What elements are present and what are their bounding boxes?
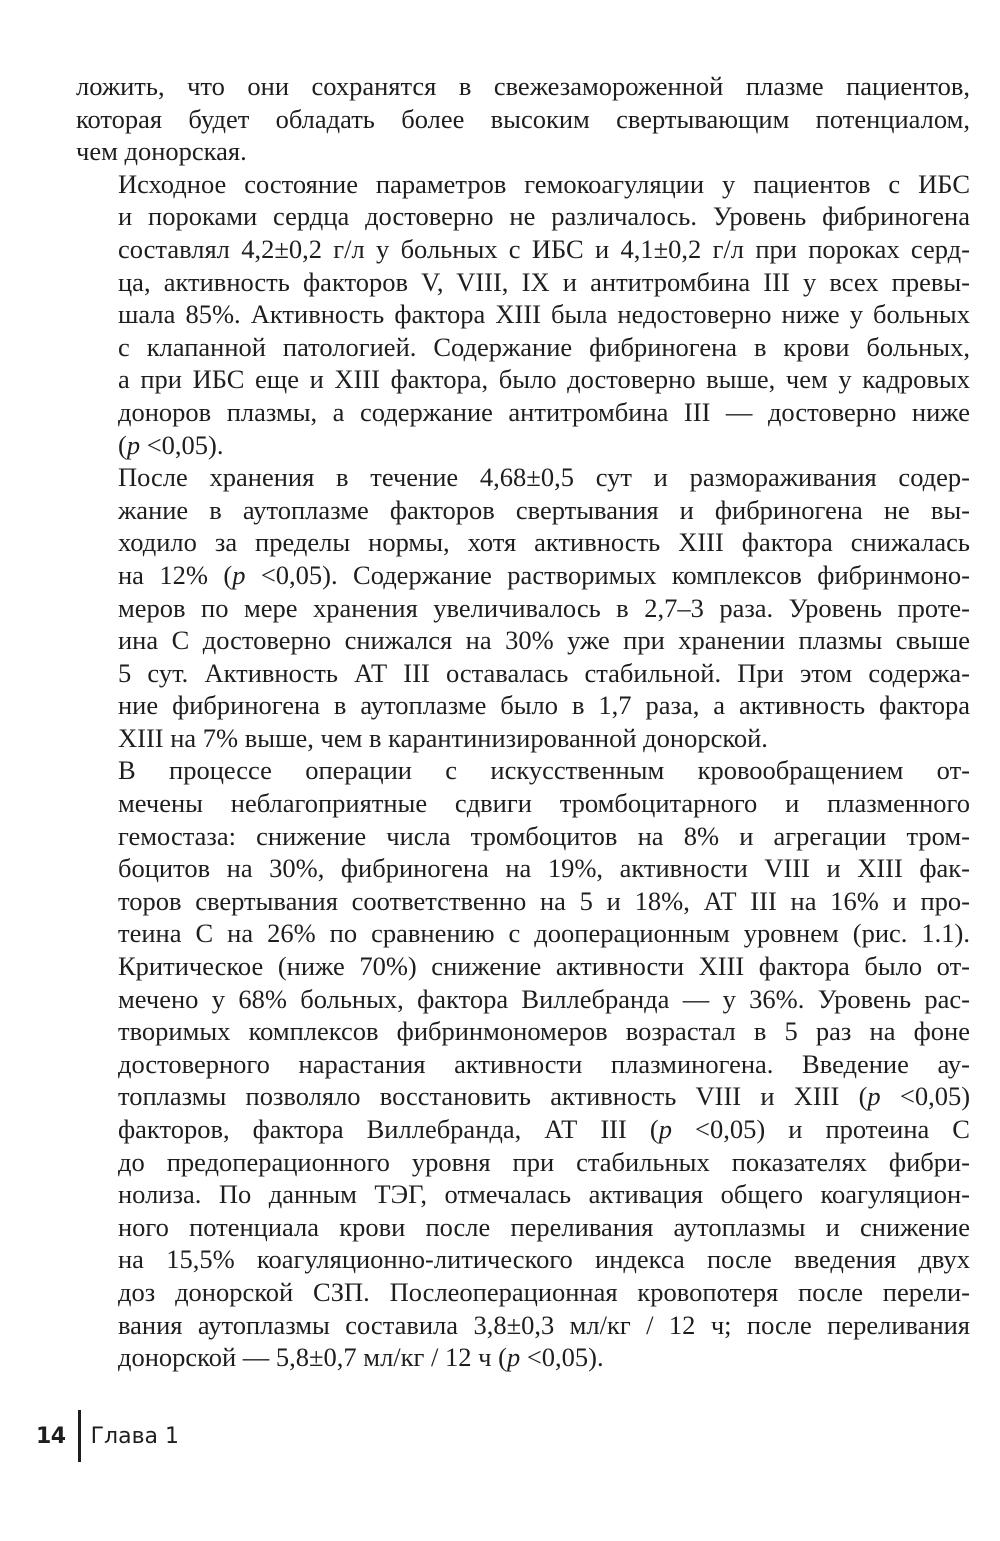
footer-divider xyxy=(78,1410,81,1462)
paragraph-3 xyxy=(76,461,970,754)
text-line: чем донорская. xyxy=(76,136,247,167)
text-line: XIII на 7% выше, чем в карантинизированной донорской. xyxy=(118,722,768,753)
text-line: мечено у 68% больных, фактора Виллебранда — у 36%. Уровень рас- xyxy=(118,983,970,1014)
text-line: вания аутоплазмы составила 3,8±0,3 мл/кг / 12 ч; после переливания xyxy=(118,1309,970,1340)
text-line: В процессе операции с искусственным кровообращением от- xyxy=(118,755,970,786)
text-line: ца, активность факторов V, VIII, IX и антитромбина III у всех превы- xyxy=(118,266,970,297)
text-line: 5 сут. Активность АТ III оставалась стабильной. При этом содержа- xyxy=(118,657,970,688)
paragraph-4 xyxy=(76,754,970,1373)
text-line: донорской — 5,8±0,7 мл/кг / 12 ч (p <0,05). xyxy=(118,1342,604,1373)
page-number: 14 xyxy=(36,1423,66,1449)
text-line: ходило за пределы нормы, хотя активность XIII фактора снижалась xyxy=(118,527,970,558)
page-footer xyxy=(36,1410,179,1462)
text-line: торов свертывания соответственно на 5 и 18%, АТ III на 16% и про- xyxy=(118,885,970,916)
text-line: нолиза. По данным ТЭГ, отмечалась активация общего коагуляцион- xyxy=(118,1179,970,1210)
text-line: факторов, фактора Виллебранда, АТ III (p <0,05) и протеина C xyxy=(118,1114,970,1144)
text-line: Исходное состояние параметров гемокоагуляции у пациентов с ИБС xyxy=(118,168,970,199)
paragraph-2 xyxy=(76,168,970,461)
text-line: до предоперационного уровня при стабильных показателях фибри- xyxy=(118,1146,970,1177)
text-line: ложить, что они сохранятся в свежезамороженной плазме пациентов, xyxy=(76,71,970,101)
chapter-label: Глава 1 xyxy=(90,1423,180,1449)
text-line: Критическое (ниже 70%) снижение активности XIII фактора было от- xyxy=(118,951,970,982)
text-line: достоверного нарастания активности плазминогена. Введение ау- xyxy=(118,1048,970,1079)
paragraph-1 xyxy=(76,70,970,168)
text-line: мечены неблагоприятные сдвиги тромбоцитарного и плазменного xyxy=(118,788,970,819)
text-line: на 15,5% коагуляционно-литического индекса после введения двух xyxy=(118,1244,970,1275)
text-line: ина C достоверно снижался на 30% уже при хранении плазмы свыше xyxy=(118,625,970,656)
text-line: творимых комплексов фибринмономеров возрастал в 5 раз на фоне xyxy=(118,1016,970,1047)
text-line: (p <0,05). xyxy=(118,429,224,460)
text-line: После хранения в течение 4,68±0,5 сут и размораживания содер- xyxy=(118,462,970,493)
text-line: шала 85%. Активность фактора XIII была недостоверно ниже у больных xyxy=(118,299,970,330)
text-line: составлял 4,2±0,2 г/л у больных с ИБС и 4,1±0,2 г/л при пороках серд- xyxy=(118,233,970,264)
text-line: топлазмы позволяло восстановить активность VIII и XIII (p <0,05) xyxy=(118,1081,971,1112)
text-line: гемостаза: снижение числа тромбоцитов на 8% и агрегации тром- xyxy=(118,820,970,851)
text-line: а при ИБС еще и XIII фактора, было достоверно выше, чем у кадровых xyxy=(118,364,970,395)
text-line: которая будет обладать более высоким свертывающим потенциалом, xyxy=(76,103,970,134)
text-line: с клапанной патологией. Содержание фибриногена в крови больных, xyxy=(118,331,970,362)
page-body xyxy=(76,70,970,1374)
text-line: жание в аутоплазме факторов свертывания и фибриногена не вы- xyxy=(118,494,970,525)
text-line: боцитов на 30%, фибриногена на 19%, активности VIII и XIII фак- xyxy=(118,853,970,884)
text-line: ние фибриногена в аутоплазме было в 1,7 раза, а активность фактора xyxy=(118,690,970,721)
text-line: ного потенциала крови после переливания аутоплазмы и снижение xyxy=(118,1211,970,1242)
text-line: теина C на 26% по сравнению с дооперационным уровнем (рис. 1.1). xyxy=(118,918,970,949)
text-line: на 12% (p <0,05). Содержание растворимых комплексов фибринмоно- xyxy=(118,559,970,590)
text-line: доз донорской СЗП. Послеоперационная кровопотеря после перели- xyxy=(118,1276,970,1307)
text-line: доноров плазмы, а содержание антитромбина III — достоверно ниже xyxy=(118,396,970,427)
text-line: меров по мере хранения увеличивалось в 2,7–3 раза. Уровень проте- xyxy=(118,592,970,623)
text-line: и пороками сердца достоверно не различалось. Уровень фибриногена xyxy=(118,201,970,232)
